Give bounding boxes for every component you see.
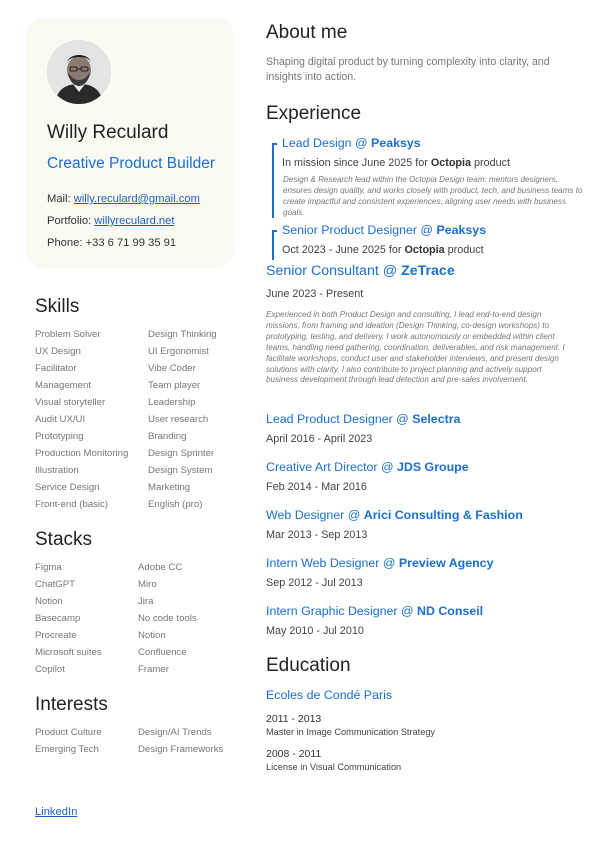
profile-photo: [47, 40, 111, 104]
exp-peaksys-lead-role: Lead Design @: [282, 136, 372, 150]
stacks-item: Notion: [35, 596, 63, 607]
profile-photo-illustration: [47, 40, 111, 104]
stacks-item: Confluence: [138, 647, 187, 658]
exp-title: [266, 556, 493, 570]
exp-dates: May 2010 - Jul 2010: [266, 625, 364, 637]
exp-dates: April 2016 - April 2023: [266, 433, 373, 445]
exp-peaksys-lead-sub: [282, 157, 510, 169]
exp-title: [266, 412, 460, 426]
exp-title: [266, 604, 483, 618]
skills-item: Design Thinking: [148, 329, 217, 340]
skills-item: Branding: [148, 431, 187, 442]
interests-item: Design/AI Trends: [138, 727, 212, 738]
skills-item: Prototyping: [35, 431, 84, 442]
exp-title: [266, 508, 523, 522]
edu-degree-2: License in Visual Communication: [266, 762, 402, 772]
skills-item: UX Design: [35, 346, 81, 357]
skills-item: Leadership: [148, 397, 196, 408]
skills-item: Front-end (basic): [35, 499, 109, 510]
exp-peaksys-senior-company: Peaksys: [436, 223, 487, 237]
peaksys-bracket-2: [272, 230, 277, 260]
mail-link[interactable]: willy.reculard@gmail.com: [73, 193, 200, 205]
skills-item: Problem Solver: [35, 329, 101, 340]
skills-item: Visual storyteller: [35, 397, 106, 408]
edu-dates-2: 2008 - 2011: [266, 748, 322, 760]
exp-peaksys-lead-sub-company: Octopia: [430, 157, 472, 169]
stacks-item: Miro: [138, 579, 157, 590]
skills-item: Service Design: [35, 482, 100, 493]
interests-item: Design Frameworks: [138, 744, 224, 755]
stacks-heading: Stacks: [35, 529, 93, 550]
linkedin-link[interactable]: LinkedIn: [35, 806, 78, 818]
stacks-item: ChatGPT: [35, 579, 75, 590]
exp-company: Arici Consulting & Fashion: [363, 508, 523, 522]
exp-zetrace-desc: Experienced in both Product Design and consulting, I lead end-to-end design missions, from framing and ideation (Design Thinking, co-design workshops) to prototyping, testing, and delivery. I work autonomously or embedded within client teams, handling need gathering, coordination, deliverables, and risk management. I facilitate workshops, conduct user and stakeholder interviews, and present design solutions with clarity. I also contribute to project planning and actively support business development through lead detection and pre-sales involvement.: [266, 310, 565, 385]
exp-role: Creative Art Director @: [266, 460, 398, 474]
profile-role: Creative Product Builder: [47, 155, 215, 172]
contact-portfolio: [47, 215, 174, 227]
stacks-item: Procreate: [35, 630, 77, 641]
skills-item: Design System: [148, 465, 213, 476]
exp-peaksys-senior-sub-post: product: [444, 244, 484, 256]
contact-mail-label: Mail:: [47, 193, 74, 205]
exp-peaksys-senior-sub: [282, 244, 484, 256]
exp-zetrace-title: [266, 263, 455, 279]
stacks-item: Microsoft suites: [35, 647, 102, 658]
exp-role: Web Designer @: [266, 508, 364, 522]
edu-degree-1: Master in Image Communication Strategy: [266, 727, 436, 737]
interests-heading: Interests: [35, 694, 108, 715]
portfolio-link[interactable]: willyreculard.net: [94, 215, 175, 227]
exp-company: Selectra: [412, 412, 461, 426]
about-heading: About me: [266, 22, 348, 43]
exp-dates: Feb 2014 - Mar 2016: [266, 481, 367, 493]
exp-title: [266, 460, 469, 474]
exp-dates: Sep 2012 - Jul 2013: [266, 577, 363, 589]
stacks-item: Basecamp: [35, 613, 81, 624]
exp-zetrace-role: Senior Consultant @: [266, 263, 402, 279]
education-school: Ecoles de Condé Paris: [266, 688, 393, 702]
stacks-item: No code tools: [138, 613, 197, 624]
exp-peaksys-senior-title: [282, 223, 486, 237]
interests-item: Emerging Tech: [35, 744, 99, 755]
edu-dates-1: 2011 - 2013: [266, 713, 322, 725]
profile-name: Willy Reculard: [47, 122, 169, 143]
exp-peaksys-senior-sub-company: Octopia: [404, 244, 445, 256]
exp-peaksys-lead-sub-post: product: [471, 157, 511, 169]
exp-peaksys-senior-sub-pre: Oct 2023 - June 2025 for: [282, 244, 405, 256]
phone-number: +33 6 71 99 35 91: [85, 237, 177, 249]
skills-item: English (pro): [148, 499, 203, 510]
skills-item: Facilitator: [35, 363, 77, 374]
skills-item: Production Monitoring: [35, 448, 129, 459]
stacks-item: Figma: [35, 562, 62, 573]
skills-item: Team player: [148, 380, 201, 391]
exp-dates: Mar 2013 - Sep 2013: [266, 529, 368, 541]
skills-item: Illustration: [35, 465, 79, 476]
skills-item: Marketing: [148, 482, 191, 493]
exp-company: Preview Agency: [398, 556, 494, 570]
experience-heading: Experience: [266, 103, 362, 124]
contact-phone-label: Phone:: [47, 237, 86, 249]
skills-item: UI Ergonomist: [148, 346, 209, 357]
skills-item: Management: [35, 380, 91, 391]
skills-heading: Skills: [35, 296, 80, 317]
exp-peaksys-senior-role: Senior Product Designer @: [282, 223, 437, 237]
skills-item: Design Sprinter: [148, 448, 215, 459]
stacks-item: Adobe CC: [138, 562, 183, 573]
exp-peaksys-lead-company: Peaksys: [371, 136, 421, 150]
skills-item: User research: [148, 414, 209, 425]
stacks-item: Notion: [138, 630, 166, 641]
interests-item: Product Culture: [35, 727, 102, 738]
exp-zetrace-company: ZeTrace: [401, 263, 455, 279]
exp-zetrace-dates: June 2023 - Present: [266, 288, 364, 300]
contact-portfolio-label: Portfolio:: [47, 215, 95, 227]
contact-mail: [47, 193, 200, 205]
stacks-item: Copilot: [35, 664, 65, 675]
education-heading: Education: [266, 655, 351, 676]
exp-company: ND Conseil: [417, 604, 484, 618]
stacks-item: Framer: [138, 664, 169, 675]
exp-role: Intern Graphic Designer @: [266, 604, 418, 618]
exp-peaksys-lead-title: [282, 136, 421, 150]
exp-peaksys-lead-sub-pre: In mission since June 2025 for: [282, 157, 431, 169]
exp-role: Lead Product Designer @: [266, 412, 413, 426]
contact-phone: [47, 237, 176, 249]
about-text: Shaping digital product by turning complexity into clarity, and insights into action.: [266, 56, 550, 83]
exp-company: JDS Groupe: [397, 460, 469, 474]
exp-role: Intern Web Designer @: [266, 556, 399, 570]
skills-item: Audit UX/UI: [35, 414, 86, 425]
skills-item: Vibe Coder: [148, 363, 196, 374]
peaksys-bracket-1: [272, 143, 277, 218]
exp-peaksys-lead-desc: Design & Research lead within the Octopia Design team: mentors designers, ensures design quality, and works closely with product, tech, and business teams to create impactful and consistent experiences, aligning user needs with business goals.: [283, 175, 583, 217]
stacks-item: Jira: [138, 596, 154, 607]
